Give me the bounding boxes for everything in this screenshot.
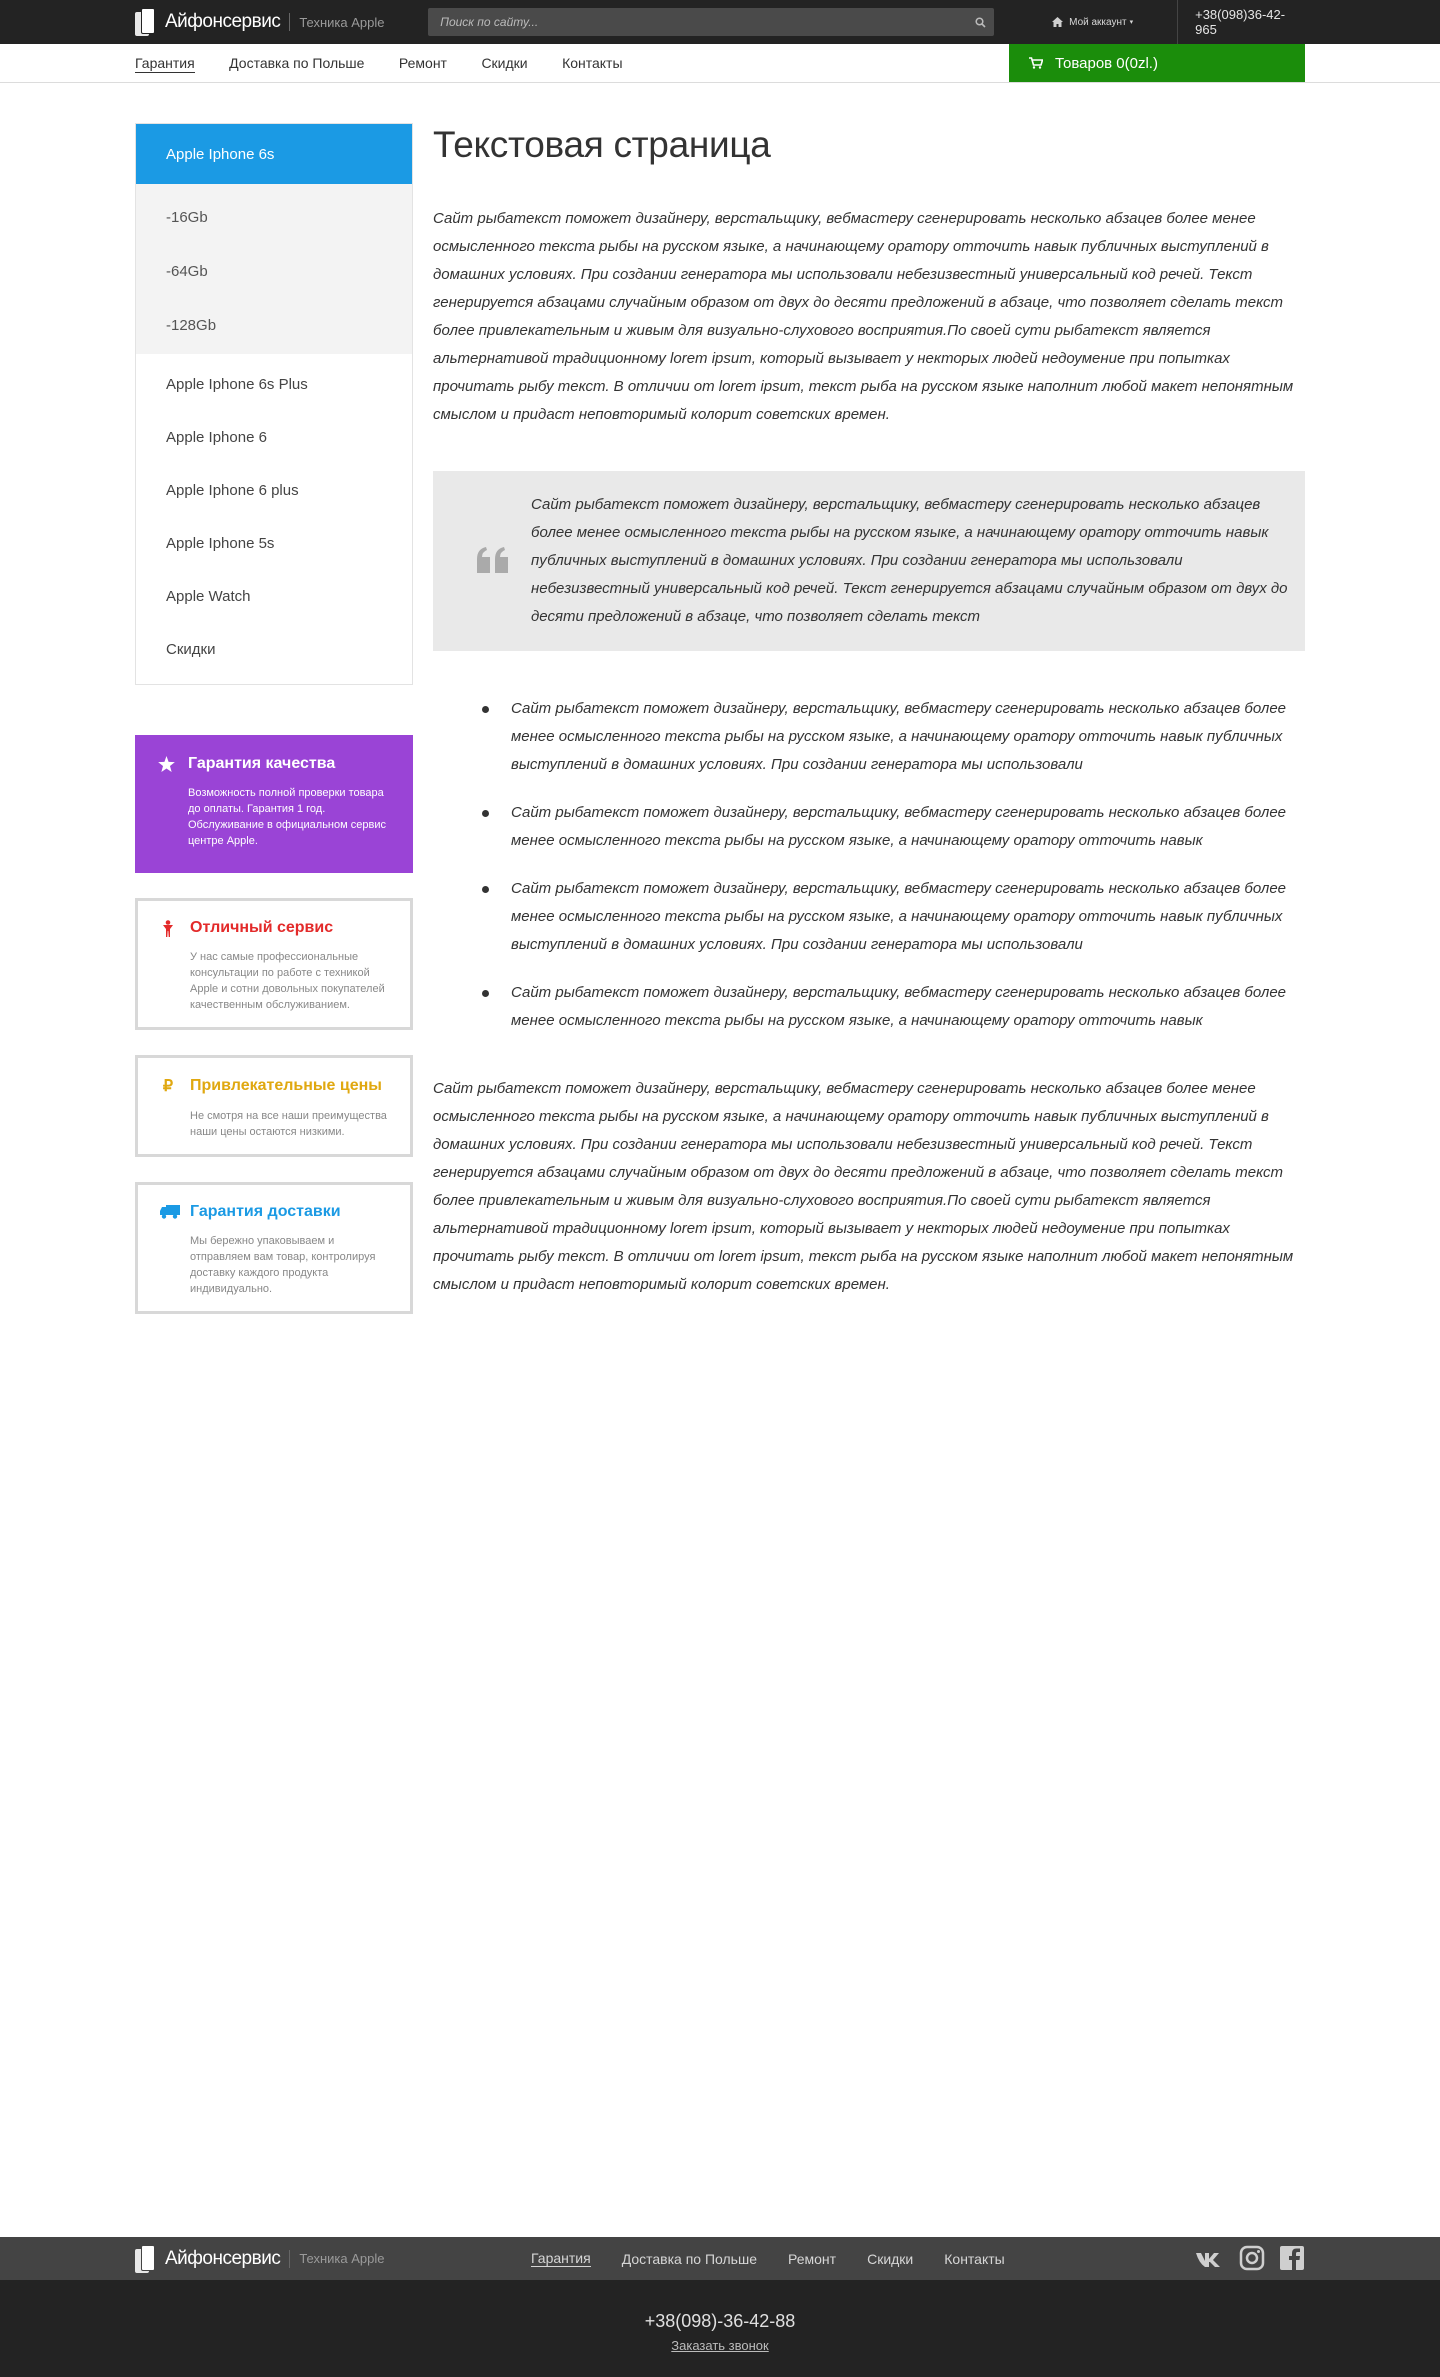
card-title: Гарантия качества: [188, 755, 336, 772]
home-icon: [1052, 17, 1063, 27]
footer-link-discounts[interactable]: Скидки: [867, 2250, 914, 2267]
feature-card-service: [135, 898, 413, 1030]
callback-link[interactable]: Заказать звонок: [671, 2338, 769, 2353]
quote-text: Сайт рыбатекст поможет дизайнеру, верстальщику, вебмастеру сгенерировать несколько абзацев более менее осмысленного текста рыбы на русском языке, а начинающему оратору отточить навык публичных выступлений в домашних условиях. При создании генератора мы использовали небезизвестный универсальный код речей. Текст генерируется абзацами случайным образом от двух до десяти предложений в абзаце, что позволяет сделать текст: [531, 496, 1288, 625]
paragraph: Сайт рыбатекст поможет дизайнеру, верстальщику, вебмастеру сгенерировать несколько абзацев более менее осмысленного текста рыбы на русском языке, а начинающему оратору отточить навык публичных выступлений в домашних условиях. При создании генератора мы использовали небезизвестный универсальный код речей. Текст генерируется абзацами случайным образом от двух до десяти предложений в абзаце, что позволяет сделать текст более привлекательным и живым для визуально-слухового восприятия.По своей сути рыбатекст является альтернативой традиционному lorem ipsum, который вызывает у некторых людей недоумение при попытках прочитать рыбу текст. В отличии от lorem ipsum, текст рыба на русском языке наполнит любой макет непонятным смыслом и придаст неповторимый колорит советских времен.: [433, 1080, 1294, 1293]
submenu-item-64gb[interactable]: -64Gb: [166, 262, 208, 280]
search-icon[interactable]: [966, 8, 994, 36]
footer-link-repair[interactable]: Ремонт: [788, 2250, 837, 2267]
nav-link-repair[interactable]: Ремонт: [398, 54, 447, 71]
cart-button[interactable]: [1009, 44, 1305, 82]
feature-card-prices: [135, 1055, 413, 1157]
footer-bottom: [0, 2280, 1440, 2377]
logo-divider: [289, 2250, 290, 2268]
facebook-icon[interactable]: [1279, 2245, 1305, 2271]
menu-item[interactable]: Apple Watch: [166, 588, 251, 605]
logo[interactable]: [135, 8, 428, 36]
account-menu[interactable]: [1052, 0, 1178, 44]
main-nav: [0, 44, 1440, 83]
menu-item[interactable]: Apple Iphone 6s Plus: [166, 376, 308, 393]
person-icon: [158, 920, 178, 937]
vk-icon[interactable]: [1195, 2245, 1225, 2271]
truck-icon: [158, 1205, 181, 1219]
nav-link-warranty[interactable]: Гарантия: [135, 54, 195, 71]
blockquote: [433, 471, 1305, 651]
card-title: Гарантия доставки: [190, 1203, 341, 1220]
submenu-item-128gb[interactable]: -128Gb: [166, 316, 217, 334]
submenu-item-16gb[interactable]: -16Gb: [166, 208, 208, 226]
logo-divider: [289, 13, 290, 31]
submenu: [136, 184, 412, 354]
card-text: У нас самые профессиональные консультации по работе с техникой Apple и сотни довольных покупателей качественным обслуживанием.: [190, 951, 385, 1011]
footer-bar: [0, 2237, 1440, 2280]
list-item: Сайт рыбатекст поможет дизайнеру, верстальщику, вебмастеру сгенерировать несколько абзацев более менее осмысленного текста рыбы на русском языке, а начинающему оратору отточить навык публичных выступлений в домашних условиях. При создании генератора мы использовали: [481, 875, 1305, 959]
account-label: Мой аккаунт: [1069, 16, 1127, 28]
menu-item[interactable]: Apple Iphone 6: [166, 429, 267, 446]
top-bar: [0, 0, 1440, 44]
catalog-menu: [135, 123, 413, 685]
feature-card-quality: [135, 735, 413, 873]
cart-label: Товаров 0(0zl.): [1055, 54, 1158, 72]
nav-link-delivery[interactable]: Доставка по Польше: [229, 54, 365, 71]
nav-link-discounts[interactable]: Скидки: [481, 54, 528, 71]
feature-card-delivery: [135, 1182, 413, 1314]
card-title: Привлекательные цены: [190, 1077, 382, 1094]
search-input[interactable]: [428, 8, 966, 36]
paragraph: Сайт рыбатекст поможет дизайнеру, верстальщику, вебмастеру сгенерировать несколько абзацев более менее осмысленного текста рыбы на русском языке, а начинающему оратору отточить навык публичных выступлений в домашних условиях. При создании генератора мы использовали небезизвестный универсальный код речей. Текст генерируется абзацами случайным образом от двух до десяти предложений в абзаце, что позволяет сделать текст более привлекательным и живым для визуально-слухового восприятия.По своей сути рыбатекст является альтернативой традиционному lorem ipsum, который вызывает у некторых людей недоумение при попытках прочитать рыбу текст. В отличии от lorem ipsum, текст рыба на русском языке наполнит любой макет непонятным смыслом и придаст неповторимый колорит советских времен.: [433, 210, 1294, 423]
social-links: [1181, 2245, 1305, 2271]
cart-icon: [1029, 57, 1043, 69]
menu-item-active[interactable]: Apple Iphone 6s: [136, 124, 412, 184]
ruble-icon: ₽: [162, 1078, 174, 1095]
page-title: Текстовая страница: [433, 124, 771, 165]
list-item: Сайт рыбатекст поможет дизайнеру, верстальщику, вебмастеру сгенерировать несколько абзацев более менее осмысленного текста рыбы на русском языке, а начинающему оратору отточить навык публичных выступлений в домашних условиях. При создании генератора мы использовали: [481, 695, 1305, 779]
footer-link-contacts[interactable]: Контакты: [944, 2250, 1005, 2267]
nav-links: [135, 55, 653, 73]
menu-item[interactable]: Apple Iphone 6 plus: [166, 482, 299, 499]
card-text: Мы бережно упаковываем и отправляем вам товар, контролируя доставку каждого продукта индивидуально.: [190, 1235, 376, 1295]
logo-subtitle: Техника Apple: [299, 2251, 385, 2266]
sidebar: [135, 123, 413, 1314]
list-item: Сайт рыбатекст поможет дизайнеру, верстальщику, вебмастеру сгенерировать несколько абзацев более менее осмысленного текста рыбы на русском языке, а начинающему оратору отточить навык: [481, 799, 1305, 855]
footer-nav: [531, 2237, 1036, 2280]
logo-subtitle: Техника Apple: [299, 14, 385, 30]
phones-logo-icon: [135, 2245, 155, 2273]
chevron-down-icon: ▾: [1129, 19, 1134, 26]
footer-logo[interactable]: [135, 2245, 433, 2273]
instagram-icon[interactable]: [1239, 2245, 1265, 2271]
list-item: Сайт рыбатекст поможет дизайнеру, верстальщику, вебмастеру сгенерировать несколько абзацев более менее осмысленного текста рыбы на русском языке, а начинающему оратору отточить навык: [481, 979, 1305, 1035]
card-title: Отличный сервис: [190, 919, 334, 936]
menu-item[interactable]: Скидки: [166, 641, 216, 658]
phones-logo-icon: [135, 8, 155, 36]
footer-phone[interactable]: +38(098)-36-42-88: [644, 2311, 796, 2331]
bullet-list: [433, 695, 1305, 1035]
menu-item[interactable]: Apple Iphone 5s: [166, 535, 275, 552]
card-text: Возможность полной проверки товара до оплаты. Гарантия 1 год. Обслуживание в официальном сервис центре Apple.: [188, 787, 386, 847]
logo-name: Айфонсервис: [165, 2247, 281, 2269]
star-icon: [156, 756, 176, 772]
footer-link-delivery[interactable]: Доставка по Польше: [621, 2250, 757, 2267]
card-text: Не смотря на все наши преимущества наши цены остаются низкими.: [190, 1110, 387, 1138]
header-phone[interactable]: +38(098)36-42-965: [1195, 7, 1286, 37]
quote-icon: [477, 547, 509, 578]
search-box: [428, 8, 994, 36]
nav-link-contacts[interactable]: Контакты: [562, 54, 623, 71]
logo-name: Айфонсервис: [165, 11, 281, 32]
content: [433, 123, 1305, 1314]
footer-link-warranty[interactable]: Гарантия: [531, 2250, 591, 2266]
